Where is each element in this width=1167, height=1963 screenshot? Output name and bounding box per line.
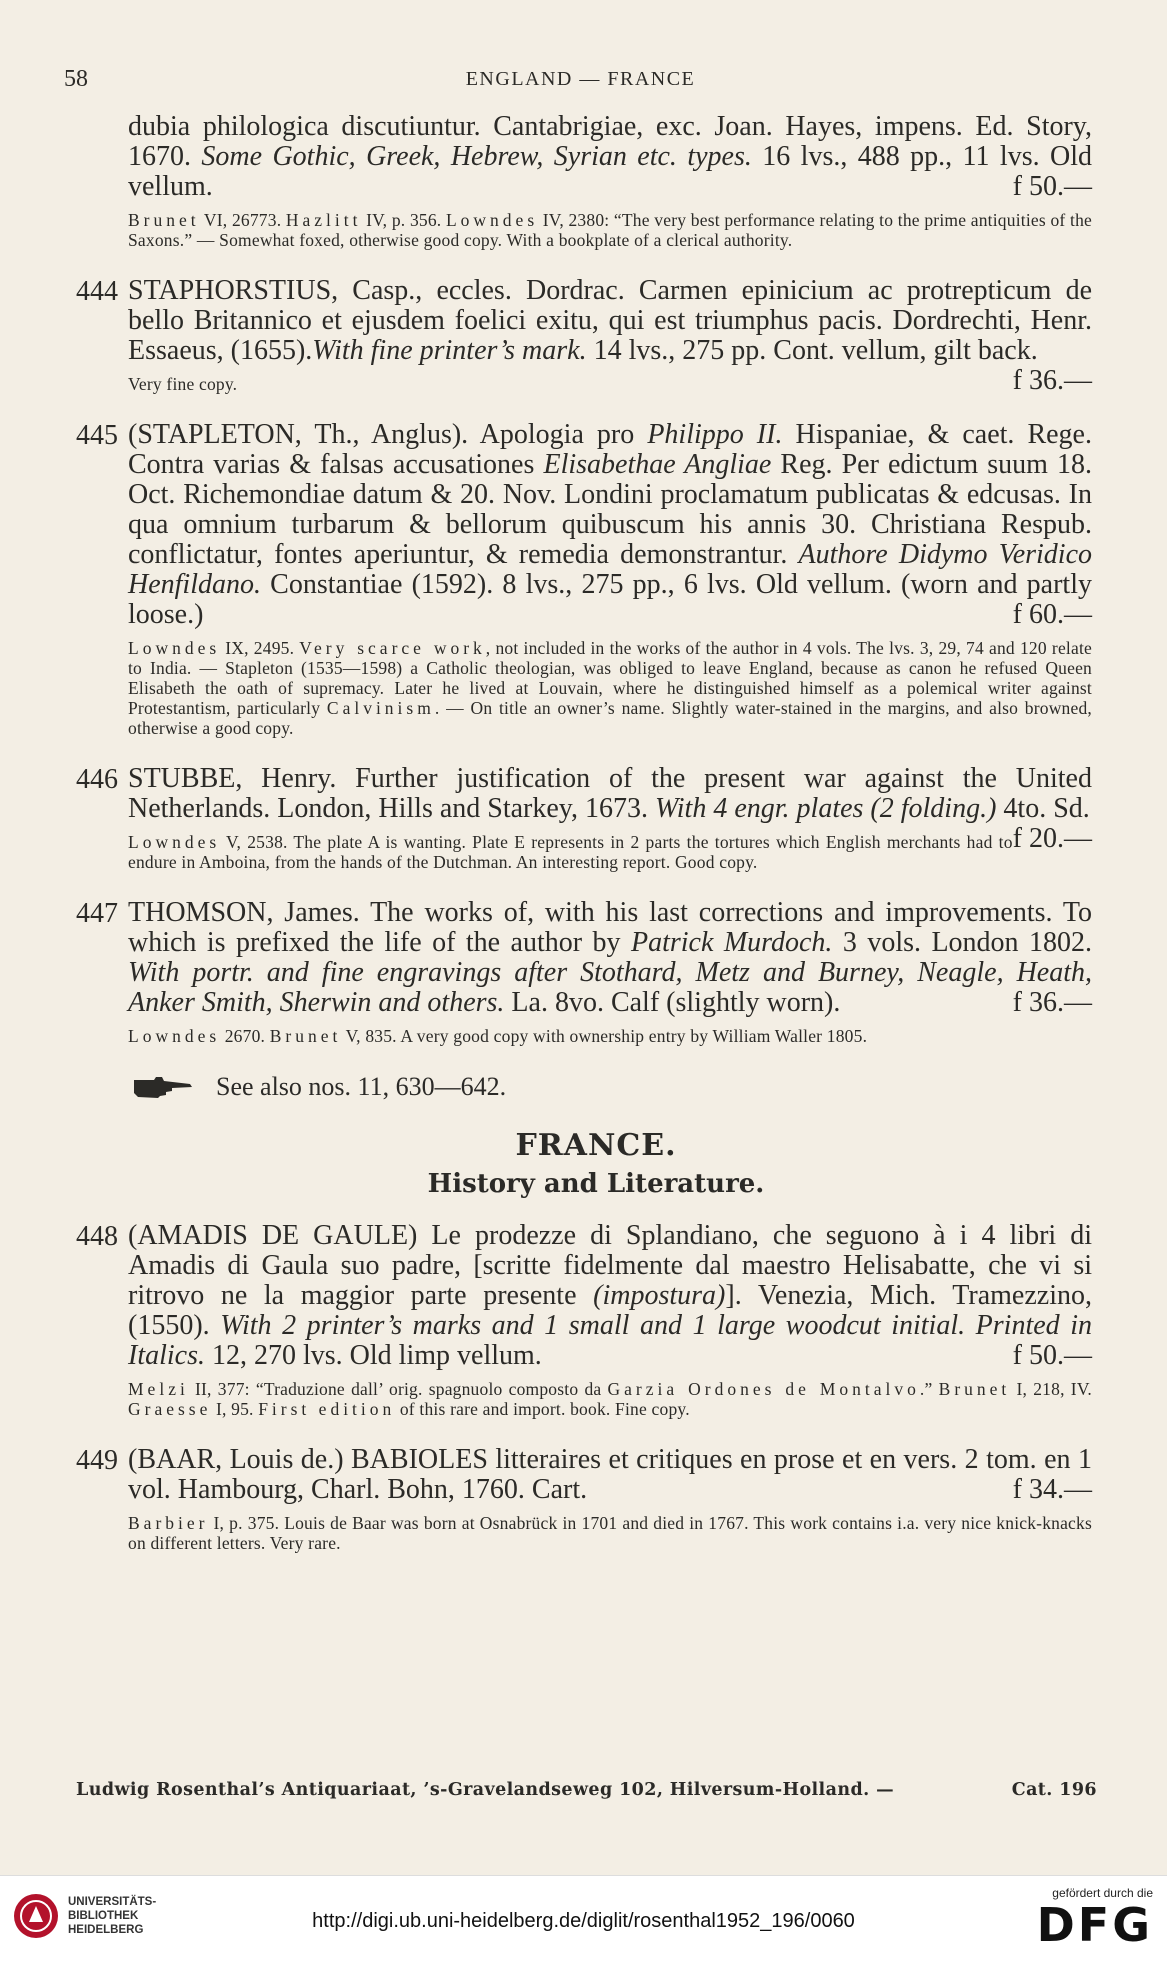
entry-price: f 34.—: [1012, 1474, 1092, 1505]
entry-description: (AMADIS DE GAULE) Le prodezze di Splandiano, che seguono à i 4 libri di Amadis di Gaula suo padre, [scritte fidelmente dal maestro Helisabatte, che vi si ritrovo ne la maggior parte presente (impostura)]. Venezia, Mich. Tramezzino, (1550). With 2 printer’s marks and 1 small and 1 large woodcut initial. Printed in Italics. 12, 270 lvs. Old limp vellum. f 50.—: [128, 1220, 1092, 1371]
entry-price: f 36.—: [1012, 365, 1092, 396]
entry-description: STAPHORSTIUS, Casp., eccles. Dordrac. Carmen epinicium ac protrepticum de bello Britannico et ejusdem foelici exitu, qui est triumphus pacis. Dordrechti, Henr. Essaeus, (1655).With fine printer’s mark. 14 lvs., 275 pp. Cont. vellum, gilt back. f 36.—: [128, 275, 1092, 396]
entry-number: 446: [76, 764, 118, 795]
library-name-line2: BIBLIOTHEK: [68, 1910, 139, 1922]
entry-description: (STAPLETON, Th., Anglus). Apologia pro Philippo II. Hispaniae, & caet. Rege. Contra varias & falsas accusationes Elisabethae Angliae Reg. Per edictum suum 18. Oct. Richemondiae datum & 20. Nov. Londini proclamatum publicatas & edcusas. In qua omnium turbarum & bellorum quibuscum his annis 30. Christiana Respub. conflictatur, fontes aperiuntur, & remedia demonstrantur. Authore Didymo Veridico Henfildano. Constantiae (1592). 8 lvs., 275 pp., 6 lvs. Old vellum. (worn and partly loose.) f 60.—: [128, 419, 1093, 630]
entry-note: Lowndes V, 2538. The plate A is wanting. Plate E represents in 2 parts the tortures which English merchants had to endure in Amboina, from the hands of the Dutchman. An interesting report. Good copy.: [128, 832, 1013, 872]
catalogue-entry: [76, 898, 1092, 1046]
catalogue-number: Cat. 196: [1011, 1780, 1097, 1800]
sponsor-text: gefördert durch die: [1052, 1886, 1153, 1900]
catalogue-entry: [76, 420, 1092, 738]
dfg-logo: DFG: [1036, 1898, 1153, 1952]
permalink-url[interactable]: http://digi.ub.uni-heidelberg.de/diglit/rosenthal1952_196/0060: [312, 1910, 855, 1932]
entry-price: f 50.—: [1012, 1340, 1092, 1371]
entry-description: dubia philologica discutiuntur. Cantabrigiae, exc. Joan. Hayes, impens. Ed. Story, 1670. Some Gothic, Greek, Hebrew, Syrian etc. types. 16 lvs., 488 pp., 11 lvs. Old vellum. f 50.—: [128, 111, 1093, 202]
page-number: 58: [64, 66, 88, 92]
catalogue-entry: [76, 112, 1092, 250]
entry-price: f 36.—: [1012, 987, 1092, 1018]
entry-price: f 50.—: [1012, 171, 1092, 202]
running-head: ENGLAND — FRANCE: [465, 68, 696, 90]
publisher-line: Ludwig Rosenthal’s Antiquariaat, ’s-Gravelandseweg 102, Hilversum-Holland. —: [76, 1780, 894, 1800]
catalogue-column: [76, 112, 1092, 1579]
catalogue-entry: [76, 1445, 1092, 1553]
catalogue-entry: [76, 276, 1092, 394]
library-name-line3: HEIDELBERG: [68, 1924, 144, 1936]
entry-note: Brunet VI, 26773. Hazlitt IV, p. 356. Lowndes IV, 2380: “The very best performance relating to the prime antiquities of the Saxons.” — Somewhat foxed, otherwise good copy. With a bookplate of a clerical authority.: [128, 210, 1092, 250]
entry-note: Lowndes IX, 2495. Very scarce work, not included in the works of the author in 4 vols. The lvs. 3, 29, 74 and 120 relate to India. — Stapleton (1535—1598) a Catholic theologian, was obliged to leave England, because as canon he refused Queen Elisabeth the oath of supremacy. Later he lived at Louvain, where he distinguished himself as a polemical writer against Protestantism, particularly Calvinism. — On title an owner’s name. Slightly water-stained in the margins, and also browned, otherwise a good copy.: [128, 638, 1092, 738]
entry-price: f 60.—: [1012, 599, 1092, 630]
library-name-line1: UNIVERSITÄTS-: [68, 1896, 157, 1908]
page-header: [64, 66, 1097, 96]
pointing-hand-icon: [132, 1075, 194, 1099]
entry-number: 445: [76, 420, 118, 451]
entry-number: 448: [76, 1221, 118, 1252]
see-also: [132, 1072, 1092, 1102]
entry-number: 447: [76, 898, 118, 929]
section-heading: [100, 1128, 1092, 1199]
viewer-bottom-bar: [0, 1875, 1167, 1963]
entry-price: f 20.—: [1012, 823, 1092, 854]
catalogue-entry: [76, 1221, 1092, 1419]
entry-number: 444: [76, 276, 118, 307]
dfg-sponsor[interactable]: [1037, 1886, 1153, 1950]
section-title: FRANCE.: [515, 1128, 677, 1163]
entry-description: THOMSON, James. The works of, with his last corrections and improvements. To which is prefixed the life of the author by Patrick Murdoch. 3 vols. London 1802. With portr. and fine engravings after Stothard, Metz and Burney, Neagle, Heath, Anker Smith, Sherwin and others. La. 8vo. Calf (slightly worn). f 36.—: [128, 897, 1092, 1018]
entry-description: STUBBE, Henry. Further justification of the present war against the United Netherlands. London, Hills and Starkey, 1673. With 4 engr. plates (2 folding.) 4to. Sd. f 20.—: [128, 763, 1092, 854]
entry-note: Barbier I, p. 375. Louis de Baar was born at Osnabrück in 1701 and died in 1767. This work contains i.a. very nice knick-knacks on different letters. Very rare.: [128, 1513, 1092, 1553]
entry-number: 449: [76, 1445, 118, 1476]
page-footer: [76, 1780, 1097, 1800]
section-subtitle: History and Literature.: [427, 1169, 765, 1199]
entry-note: Lowndes 2670. Brunet V, 835. A very good copy with ownership entry by William Waller 1805.: [128, 1026, 868, 1046]
catalogue-entry: [76, 764, 1092, 872]
entry-note: Melzi II, 377: “Traduzione dall’ orig. spagnuolo composto da Garzia Ordones de Montalvo.” Brunet I, 218, IV. Graesse I, 95. First edition of this rare and import. book. Fine copy.: [128, 1379, 1092, 1419]
entry-description: (BAAR, Louis de.) BABIOLES litteraires et critiques en prose et en vers. 2 tom. en 1 vol. Hambourg, Charl. Bohn, 1760. Cart. f 34.—: [128, 1444, 1092, 1505]
entry-note: Very fine copy.: [128, 374, 238, 394]
see-also-text: See also nos. 11, 630—642.: [216, 1072, 507, 1101]
